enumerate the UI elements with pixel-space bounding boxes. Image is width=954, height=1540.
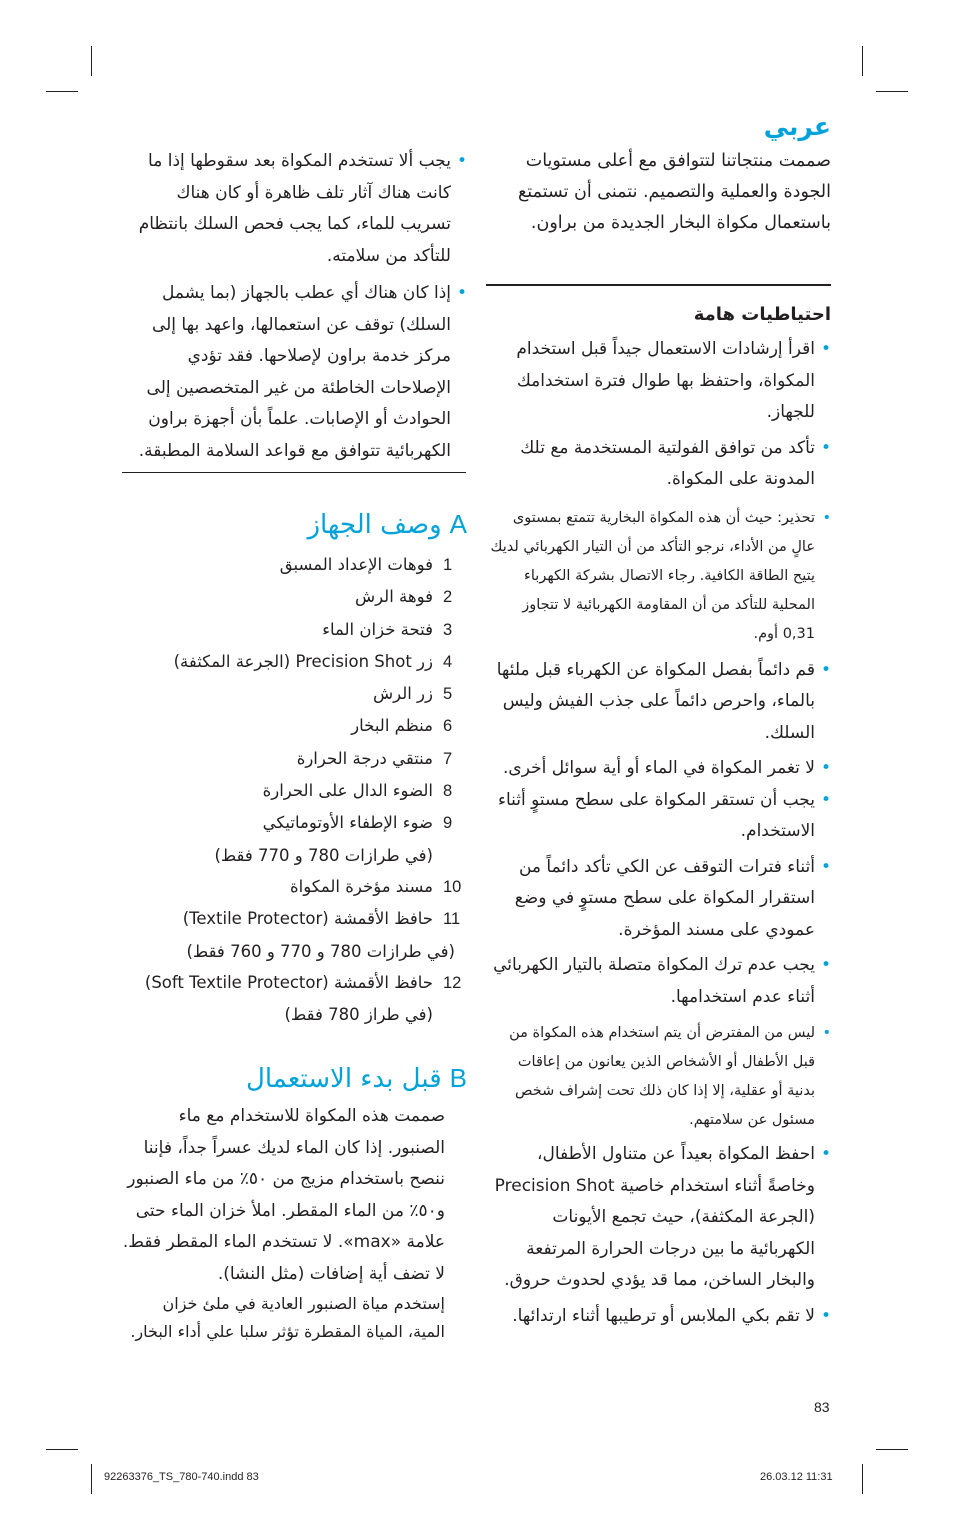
list-item: (في طراز 780 فقط): [284, 1005, 433, 1025]
section-b-title: Bقبل بدء الاستعمال: [245, 1063, 467, 1094]
bullet-icon: •: [820, 856, 831, 877]
intro-paragraph: صممت منتجاتنا لتتوافق مع أعلى مستويات الجودة والعملية والتصميم. نتمنى أن تستمتع باستعمال مكواة البخار الجديدة من براون.: [517, 151, 831, 233]
section-b-paragraph: صممت هذه المكواة للاستخدام مع ماء الصنبور. إذا كان الماء لديك عسراً جداً، فإننا ننصح باستخدام مزيج من ٥٠٪ من ماء الصنبور و٥٠٪ من الماء المقطر. املأ خزان الماء حتى علامة «max». لا تستخدم الماء المقطر فقط. لا تضف أية إضافات (مثل النشا).: [122, 1106, 445, 1284]
list-item: • أثناء فترات التوقف عن الكي تأكد دائماً من استقرار المكواة على سطح مستوٍ في وضع عمودي على مسند المؤخرة.: [486, 852, 831, 947]
crop-mark: [46, 91, 78, 92]
section-letter: A: [449, 509, 467, 539]
right-column: [486, 112, 831, 239]
page-number: 83: [814, 1399, 830, 1415]
list-item: 8الضوء الدال على الحرارة: [262, 781, 453, 801]
list-item: (في طرازات 780 و 770 فقط): [214, 845, 433, 865]
bullet-icon: •: [820, 437, 831, 458]
section-letter: B: [449, 1063, 467, 1093]
section-a: [122, 508, 467, 1030]
list-item: 11حافظ الأقمشة (Textile Protector): [182, 909, 461, 929]
list-item: 1فوهات الإعداد المسبق: [279, 555, 453, 574]
section-divider: [486, 284, 831, 286]
precautions-list: [486, 334, 831, 1332]
list-item: • تأكد من توافق الفولتية المستخدمة مع تلك المدونة على المكواة.: [486, 433, 831, 496]
parts-list: [122, 549, 467, 1030]
bullet-icon: •: [820, 955, 831, 975]
list-item: • يجب ألا تستخدم المكواة بعد سقوطها إذا ما كانت هناك آثار تلف ظاهرة أو كان هناك تسريب للماء، كما يجب فحص السلك بانتظام للتأكد من سلامته.: [122, 146, 467, 272]
section-a-title: Aوصف الجهاز: [307, 509, 467, 540]
bullet-icon: •: [822, 509, 831, 526]
list-item: • احفظ المكواة بعيداً عن متناول الأطفال، وخاصةً أثناء استخدام خاصية Precision Shot (الجرعة المكثفة)، حيث تجمع الأيونات الكهربائية ما بين درجات الحرارة المرتفعة والبخار الساخن، مما قد يؤدي لحدوث حروق.: [486, 1139, 831, 1297]
list-item: • اقرأ إرشادات الاستعمال جيداً قبل استخدام المكواة، واحتفظ بها طوال فترة استخدامك للجهاز.: [486, 334, 831, 429]
list-item: 10مسند مؤخرة المكواة: [289, 876, 462, 896]
crop-mark: [862, 1464, 863, 1494]
list-item: • قم دائماً بفصل المكواة عن الكهرباء قبل ملئها بالماء، واحرص دائماً على جذب الفيش وليس السلك.: [486, 655, 831, 750]
safety-list: [122, 146, 467, 467]
list-item: 5زر الرش: [372, 684, 453, 704]
bullet-icon: •: [820, 758, 831, 778]
list-item: (في طرازات 780 و 770 و 760 فقط): [186, 941, 455, 961]
bullet-icon: •: [820, 1144, 831, 1164]
list-item: 4زر Precision Shot (الجرعة المكثفة): [173, 651, 453, 671]
bullet-icon: •: [820, 339, 831, 359]
section-b-note: إستخدم مياة الصنبور العادية في ملئ خزان المية، المياة المقطرة تؤثر سلبا علي أداء البخار.: [130, 1294, 445, 1341]
bullet-icon: •: [820, 1305, 831, 1326]
list-item: • لا تغمر المكواة في الماء أو أية سوائل أخرى.: [486, 753, 831, 785]
bullet-icon: •: [456, 283, 467, 303]
bullet-icon: •: [820, 789, 831, 810]
footer-date: 26.03.12 11:31: [760, 1471, 833, 1483]
list-item: • ليس من المفترض أن يتم استخدام هذه المكواة من قبل الأطفال أو الأشخاص الذين يعانون من إعاقات بدنية أو عقلية، إلا إذا كان ذلك تحت إشراف شخص مسئول عن سلامتهم.: [486, 1019, 831, 1135]
crop-mark: [91, 1464, 92, 1494]
list-item: 9ضوء الإطفاء الأوتوماتيكي: [262, 813, 453, 833]
language-title: عربي: [763, 112, 831, 141]
list-item: • يجب أن تستقر المكواة على سطح مستوٍ أثناء الاستخدام.: [486, 785, 831, 848]
bullet-icon: •: [822, 1025, 831, 1041]
bullet-icon: •: [456, 151, 467, 171]
list-item: • يجب عدم ترك المكواة متصلة بالتيار الكهربائي أثناء عدم استخدامها.: [486, 950, 831, 1013]
section-divider: [122, 472, 466, 473]
list-item: 2فوهة الرش: [354, 587, 453, 607]
precautions-section: [486, 302, 831, 1332]
list-item: • تحذير: حيث أن هذه المكواة البخارية تتمتع بمستوى عالٍ من الأداء، نرجو التأكد من أن التيار الكهربائي لديك يتيح الطاقة الكافية. رجاء الاتصال بشركة الكهرباء المحلية للتأكد من أن المقاومة الكهربائية لا تتجاوز 0,31 أوم.: [486, 504, 831, 649]
list-item: 6منظم البخار: [351, 716, 453, 736]
section-b: [122, 1062, 467, 1346]
crop-mark: [876, 1449, 908, 1450]
list-item: • لا تقم بكي الملابس أو ترطيبها أثناء ارتدائها.: [486, 1301, 831, 1333]
list-item: 7منتقي درجة الحرارة: [296, 748, 453, 768]
left-column-safety: [122, 146, 467, 467]
list-item: • إذا كان هناك أي عطب بالجهاز (بما يشمل السلك) توقف عن استعمالها، واعهد بها إلى مركز خدمة براون لإصلاحها. فقد تؤدي الإصلاحات الخاطئة من غير المتخصصين إلى الحوادث أو الإصابات. علماً بأن أجهزة براون الكهربائية تتوافق مع قواعد السلامة المطبقة.: [122, 278, 467, 467]
precautions-heading: احتياطيات هامة: [693, 304, 831, 325]
list-item: 3فتحة خزان الماء: [322, 619, 453, 639]
crop-mark: [91, 46, 92, 76]
footer-file: 92263376_TS_780-740.indd 83: [104, 1471, 259, 1483]
crop-mark: [862, 46, 863, 76]
crop-mark: [46, 1449, 78, 1450]
list-item: 12حافظ الأقمشة (Soft Textile Protector): [144, 972, 462, 992]
crop-mark: [876, 91, 908, 92]
bullet-icon: •: [820, 659, 831, 680]
